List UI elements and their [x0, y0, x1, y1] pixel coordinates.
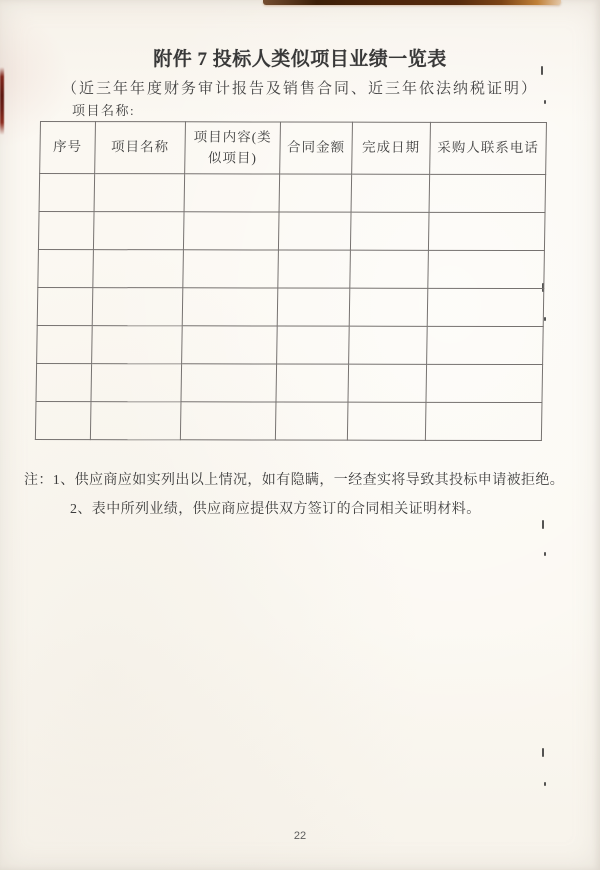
performance-table [35, 121, 547, 441]
table-cell [91, 364, 182, 402]
table-cell [276, 364, 349, 402]
table-cell [37, 326, 93, 364]
table-cell [90, 402, 181, 440]
table-cell [182, 288, 278, 326]
table-cell [278, 212, 351, 250]
table-cell [349, 326, 428, 364]
table-cell [426, 364, 543, 402]
table-header-cell: 项目名称 [95, 122, 186, 174]
scan-binding-mark [544, 552, 546, 556]
table-cell [35, 402, 91, 440]
scan-binding-mark [544, 782, 546, 786]
table-header-cell: 合同金额 [280, 122, 353, 174]
table-cell [92, 288, 183, 326]
notes-block [24, 471, 584, 519]
table-cell [184, 174, 280, 212]
table-header-cell: 完成日期 [352, 122, 431, 174]
scan-artifact-top-streak [263, 0, 561, 5]
table-row [39, 174, 546, 213]
table-cell [347, 402, 426, 440]
table-cell [275, 402, 348, 440]
table-header-cell: 项目内容(类似项目) [185, 122, 281, 174]
note-line-2: 2、表中所列业绩，供应商应提供双方签订的合同相关证明材料。 [70, 502, 481, 517]
table-row [37, 326, 544, 365]
document-subtitle: （近三年年度财务审计报告及销售合同、近三年依法纳税证明） [61, 81, 538, 97]
table-row [37, 288, 544, 327]
table-cell [350, 212, 429, 250]
table-cell [277, 288, 350, 326]
table-cell [427, 288, 544, 326]
note-line-1: 注：1、供应商应如实列出以上情况，如有隐瞒，一经查实将导致其投标申请被拒绝。 [24, 473, 565, 488]
table-cell [183, 212, 279, 250]
table-cell [351, 174, 430, 212]
table-row [36, 364, 543, 403]
table-cell [38, 212, 94, 250]
table-cell [349, 288, 428, 326]
scan-binding-mark [544, 317, 546, 321]
table-cell [38, 250, 94, 288]
table-row [38, 250, 545, 289]
page-number: 22 [293, 830, 307, 842]
table-cell [92, 326, 183, 364]
scan-binding-mark [542, 748, 544, 757]
scan-binding-mark [544, 100, 546, 104]
table-cell [350, 250, 429, 288]
table-cell [94, 174, 185, 212]
scan-binding-mark [542, 520, 544, 529]
table-cell [93, 250, 184, 288]
table-cell [182, 326, 278, 364]
table-cell [37, 288, 93, 326]
table-cell [93, 212, 184, 250]
table-cell [279, 174, 352, 212]
table-cell [277, 326, 350, 364]
table-cell [428, 212, 545, 250]
table-row [35, 402, 542, 441]
table-cell [180, 402, 276, 440]
table-cell [181, 364, 277, 402]
table-cell [278, 250, 351, 288]
table-cell [429, 174, 546, 212]
table-cell [425, 402, 542, 440]
table-header-cell: 序号 [40, 122, 96, 174]
table-cell [183, 250, 279, 288]
table-row [38, 212, 545, 251]
table-cell [36, 364, 92, 402]
table-cell [427, 326, 544, 364]
table-cell [39, 174, 95, 212]
table-header-row [40, 122, 547, 175]
project-name-label: 项目名称: [72, 103, 136, 118]
document-title: 附件 7 投标人类似项目业绩一览表 [153, 49, 447, 70]
table-cell [348, 364, 427, 402]
table-header-cell: 采购人联系电话 [430, 122, 547, 174]
table-cell [428, 250, 545, 288]
table-body [35, 174, 545, 441]
